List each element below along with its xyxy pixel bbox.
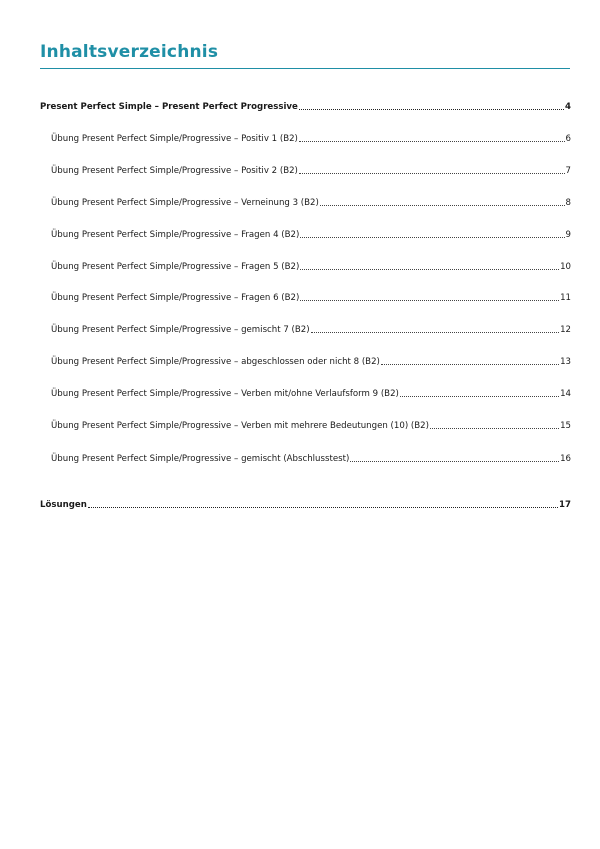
toc-entry[interactable]	[51, 261, 571, 273]
toc-entry[interactable]	[51, 165, 571, 177]
toc-dot-leader	[320, 205, 565, 206]
toc-page-number: 7	[565, 166, 571, 176]
toc-dot-leader	[430, 428, 559, 429]
toc-entry[interactable]	[51, 197, 571, 209]
title-underline	[40, 68, 570, 69]
toc-page-number: 12	[560, 325, 571, 335]
toc-dot-leader	[300, 300, 559, 301]
page-title: Inhaltsverzeichnis	[40, 42, 219, 62]
toc-entry[interactable]	[51, 292, 571, 304]
toc-entry-label: Übung Present Perfect Simple/Progressive – Verben mit mehrere Bedeutungen (10) (B2)	[51, 421, 429, 431]
toc-dot-leader	[299, 141, 565, 142]
toc-entry-label: Übung Present Perfect Simple/Progressive – abgeschlossen oder nicht 8 (B2)	[51, 357, 380, 367]
toc-entry-label: Lösungen	[40, 500, 87, 510]
toc-dot-leader	[350, 461, 559, 462]
toc-dot-leader	[299, 109, 564, 110]
toc-page-number: 10	[560, 262, 571, 272]
toc-page-number: 9	[565, 230, 571, 240]
toc-entry-label: Übung Present Perfect Simple/Progressive – Fragen 6 (B2)	[51, 293, 300, 303]
toc-entry-label: Present Perfect Simple – Present Perfect Progressive	[40, 102, 298, 112]
toc-dot-leader	[400, 396, 559, 397]
toc-entry[interactable]	[51, 133, 571, 145]
toc-entry[interactable]	[51, 453, 571, 465]
toc-entry-label: Übung Present Perfect Simple/Progressive – Fragen 5 (B2)	[51, 262, 300, 272]
toc-dot-leader	[299, 173, 565, 174]
toc-entry-label: Übung Present Perfect Simple/Progressive – gemischt 7 (B2)	[51, 325, 310, 335]
toc-entry-label: Übung Present Perfect Simple/Progressive – Positiv 1 (B2)	[51, 134, 298, 144]
toc-dot-leader	[300, 237, 564, 238]
toc-entry-label: Übung Present Perfect Simple/Progressive – Verneinung 3 (B2)	[51, 198, 319, 208]
toc-dot-leader	[88, 507, 558, 508]
toc-entry-label: Übung Present Perfect Simple/Progressive – Fragen 4 (B2)	[51, 230, 300, 240]
toc-page-number: 6	[565, 134, 571, 144]
toc-entry[interactable]	[51, 324, 571, 336]
toc-entry[interactable]	[51, 388, 571, 400]
toc-dot-leader	[300, 269, 559, 270]
toc-dot-leader	[311, 332, 559, 333]
toc-page-number: 16	[560, 454, 571, 464]
toc-entry-label: Übung Present Perfect Simple/Progressive – Positiv 2 (B2)	[51, 166, 298, 176]
toc-entry-label: Übung Present Perfect Simple/Progressive – Verben mit/ohne Verlaufsform 9 (B2)	[51, 389, 399, 399]
toc-dot-leader	[381, 364, 559, 365]
toc-page-number: 4	[565, 102, 571, 112]
toc-entry[interactable]	[51, 356, 571, 368]
toc-page-number: 13	[560, 357, 571, 367]
toc-page-number: 8	[565, 198, 571, 208]
toc-entry[interactable]	[51, 229, 571, 241]
toc-entry-label: Übung Present Perfect Simple/Progressive – gemischt (Abschlusstest)	[51, 454, 350, 464]
toc-entry[interactable]	[51, 420, 571, 432]
toc-entry[interactable]	[40, 499, 571, 511]
toc-page-number: 11	[560, 293, 571, 303]
toc-entry[interactable]	[40, 101, 571, 113]
toc-page-number: 14	[560, 389, 571, 399]
toc-page-number: 15	[560, 421, 571, 431]
toc-page-number: 17	[559, 500, 571, 510]
